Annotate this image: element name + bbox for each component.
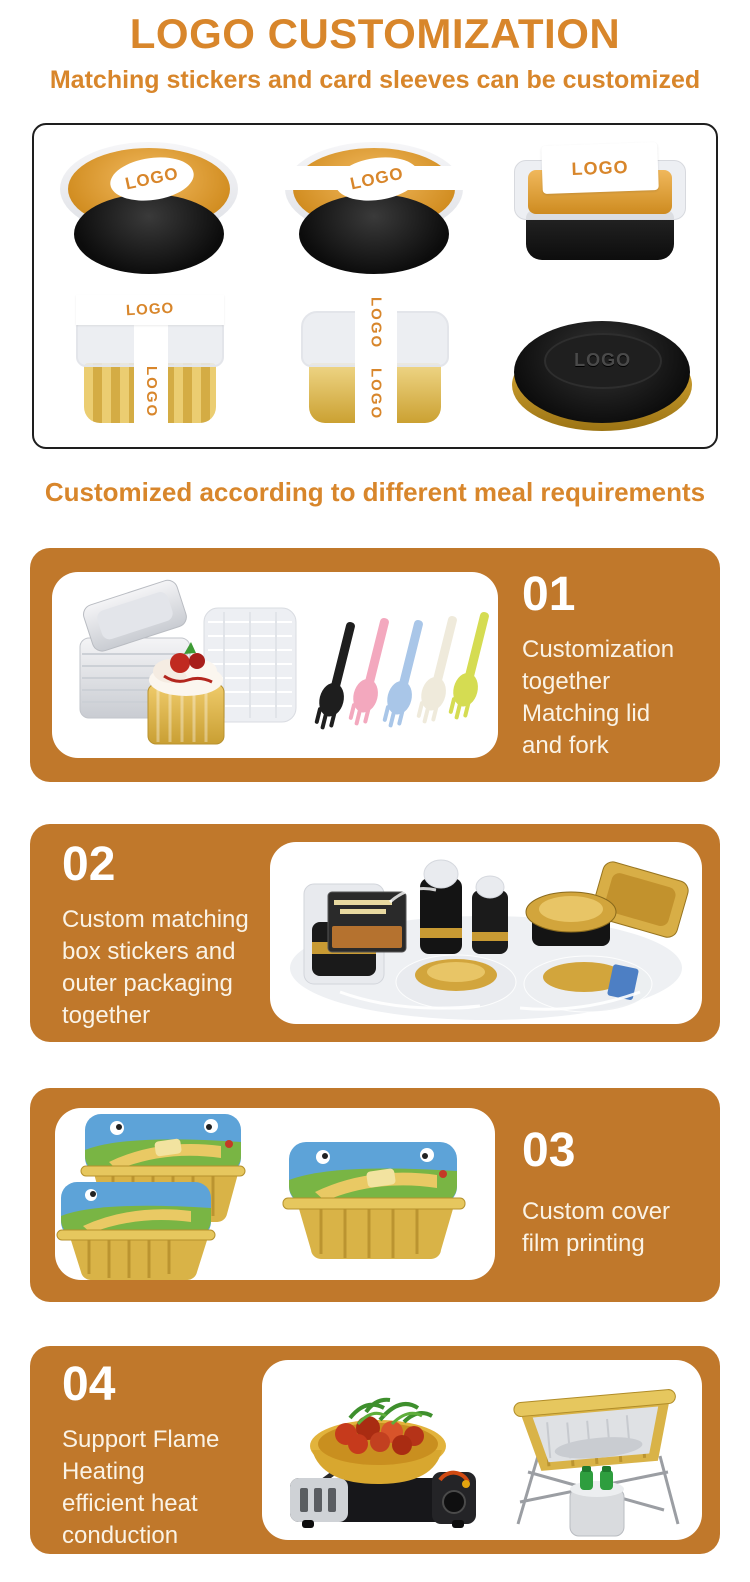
- step-04-line-4: conduction: [62, 1522, 179, 1550]
- printed-film-containers-illustration: [55, 1108, 495, 1280]
- product-showcase-box: [32, 123, 718, 449]
- showcase-cell-1: [38, 129, 263, 286]
- round-container-gold-lid-band: [275, 134, 475, 282]
- menu-card: [328, 892, 406, 952]
- wrapped-packaging-illustration: [270, 842, 702, 1024]
- step-03-line-2: film printing: [522, 1230, 645, 1258]
- showcase-cell-4: [38, 286, 263, 443]
- page-title: LOGO CUSTOMIZATION: [129, 10, 621, 57]
- step-02-line-1: Custom matching: [62, 906, 249, 934]
- step-01-line-3: Matching lid: [522, 700, 651, 728]
- step-01-image-card: [52, 572, 498, 758]
- step-02-line-4: together: [62, 1002, 151, 1030]
- page-subtitle: Matching stickers and card sleeves can be customized: [49, 66, 701, 94]
- forks: [312, 609, 496, 733]
- foil-pan-on-stand-with-burner: [513, 1389, 680, 1536]
- showcase-cell-2: [263, 129, 488, 286]
- step-01-number: 01: [522, 568, 576, 621]
- black-bowl: [299, 194, 449, 274]
- square-cup-vertical-band: [275, 291, 475, 439]
- step-04-description: [62, 1424, 219, 1552]
- step-03-text: [522, 1126, 670, 1260]
- logo-label: LOGO: [570, 156, 629, 178]
- step-panel-03: [30, 1088, 720, 1302]
- step-03-number: 03: [522, 1124, 576, 1177]
- step-01-text: [522, 570, 674, 762]
- showcase-cell-3: [487, 129, 712, 286]
- step-04-number: 04: [62, 1358, 116, 1411]
- step-02-text: [62, 840, 249, 1032]
- square-cup-t-sleeve: [50, 291, 250, 439]
- step-02-number: 02: [62, 838, 116, 891]
- logo-label-vertical: LOGO: [367, 296, 385, 349]
- plate-top-surface: [544, 333, 662, 389]
- logo-label-vertical: LOGO: [142, 366, 160, 419]
- step-04-image-card: [262, 1360, 702, 1540]
- lid-and-fork-illustration: [52, 572, 498, 758]
- logo-label-vertical: LOGO: [367, 368, 385, 421]
- step-panel-02: [30, 824, 720, 1042]
- flame-heating-illustration: [262, 1360, 702, 1540]
- printed-pan-right: [283, 1142, 465, 1259]
- embossed-logo-label: LOGO: [574, 350, 632, 370]
- logo-label: LOGO: [123, 163, 181, 193]
- black-bowl: [74, 194, 224, 274]
- showcase-cell-5: [263, 286, 488, 443]
- logo-label: LOGO: [125, 299, 175, 320]
- step-04-line-2: Heating: [62, 1458, 145, 1486]
- step-02-description: [62, 904, 249, 1032]
- step-panel-04: [30, 1346, 720, 1554]
- logo-label: LOGO: [348, 163, 406, 193]
- rect-container-gold-lid: [500, 134, 700, 282]
- step-01-description: [522, 634, 674, 762]
- wrapped-products-cluster: [290, 860, 690, 1020]
- card-sleeve-band: [355, 291, 397, 431]
- step-01-line-4: and fork: [522, 732, 609, 760]
- step-03-description: [522, 1196, 670, 1260]
- step-04-text: [62, 1360, 219, 1552]
- step-03-image-card: [55, 1108, 495, 1280]
- logo-card-sticker: [541, 141, 659, 193]
- card-sleeve-top: [76, 295, 224, 325]
- step-02-image-card: [270, 842, 702, 1024]
- step-02-line-3: outer packaging: [62, 970, 233, 998]
- step-panel-01: [30, 548, 720, 782]
- step-01-line-2: together: [522, 668, 611, 696]
- step-01-line-1: Customization: [522, 636, 675, 664]
- step-04-line-1: Support Flame: [62, 1426, 220, 1454]
- gas-stove-with-bowl: [290, 1400, 476, 1528]
- step-03-line-1: Custom cover: [522, 1198, 671, 1226]
- step-04-line-3: efficient heat: [62, 1490, 198, 1518]
- step-02-line-2: box stickers and: [62, 938, 236, 966]
- showcase-cell-6: [487, 286, 712, 443]
- printed-pan-front-left: [57, 1182, 215, 1280]
- round-container-gold-lid: [50, 134, 250, 282]
- black-plate-embossed: [500, 291, 700, 439]
- mid-heading: Customized according to different meal requirements: [44, 477, 706, 507]
